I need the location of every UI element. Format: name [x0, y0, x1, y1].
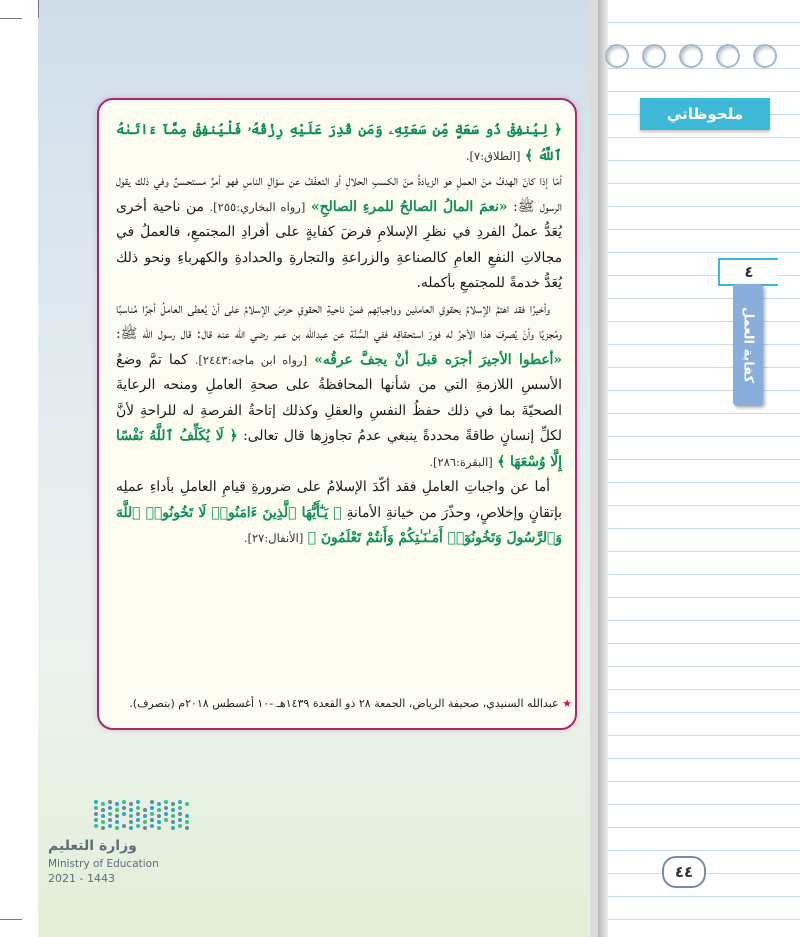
paragraph-text: وأخيرًا فقد اهتمَّ الإسلامُ بحقوقِ العاملين وواجباتِهم فمنْ ناحيةِ الحقوقِ حرصَ الإسلامُ على أنْ يُعطى العاملُ أجرًا مُناسبًا ومُجزيًا وأنْ يُصرفَ هذا الأجرُ له فورَ استحقاقِه ففي السُّنَّة عن عبدالله بن عمر رضي الله عنه قال: قال رسول الله ﷺ:: [116, 300, 562, 342]
quran-verse: ﴿ لِيُنفِقْ ذُو سَعَةٍ مِّن سَعَتِهِۦ وَمَن قُدِرَ عَلَيْهِ رِزْقُهُۥ فَلْيُنفِقْ مِمَّآ ءَاتَىٰهُ ٱللَّهُ ﴾: [116, 122, 562, 164]
paragraph-text: أمّا إذا كانَ الهدفُ منَ العملِ هو الزيادةُ منَ الكسبِ الحلالِ أو التعفّفُ عن سؤالِ الناسِ فهو أمرٌ مستحسنٌ وفي ذلك يقول الرسول ﷺ:: [116, 173, 563, 215]
page-number: ٤٤: [674, 863, 694, 881]
verse-reference: [الطلاق:٧].: [465, 148, 521, 163]
footnote: [110, 697, 572, 710]
quran-verse: ﴿ يَـٰٓأَيُّهَا ٱلَّذِينَ ءَامَنُوا۟ لَا تَخُونُوا۟ ٱللَّهَ وَٱلرَّسُولَ وَتَخُونُوٓا۟ أَمَـٰنَـٰتِكُمْ وَأَنتُمْ تَعْلَمُونَ ﴾: [116, 504, 562, 546]
binder-holes: [605, 44, 775, 68]
logo-english-text: Ministry of Education: [48, 858, 159, 870]
unit-title-tab: [733, 284, 763, 406]
hadith-text: «أعطوا الأجيرَ أجرَه قبلَ أنْ يجفَّ عرقُه»: [314, 351, 563, 368]
hadith-text: «نعمَ المالُ الصالحُ للمرءِ الصالحِ»: [310, 198, 508, 215]
page-number-badge: [662, 856, 706, 888]
paragraph-4: [116, 475, 562, 552]
crop-mark: [38, 0, 39, 18]
paragraph-1: [116, 118, 562, 169]
quran-verse: ﴿ لَا يُكَلِّفُ ٱللَّهُ نَفْسًا إِلَّا وُسْعَهَا ﴾: [116, 428, 562, 470]
page-binding: [598, 0, 608, 937]
ministry-logo: [48, 800, 198, 890]
article-text: [116, 118, 562, 552]
binder-hole-icon: [716, 44, 740, 68]
notes-tab: [640, 98, 770, 130]
binder-hole-icon: [679, 44, 703, 68]
paragraph-2: [116, 169, 562, 297]
crop-mark: [0, 919, 22, 920]
crop-mark: [0, 18, 22, 19]
binder-hole-icon: [642, 44, 666, 68]
unit-number: ٤: [744, 263, 754, 281]
unit-title: كفاية العمل: [740, 306, 756, 384]
verse-reference: [البقرة:٢٨٦].: [429, 454, 493, 469]
unit-number-box: [718, 258, 778, 286]
logo-dots-icon: [94, 800, 198, 834]
verse-reference: [الأنفال:٢٧].: [243, 531, 304, 545]
paragraph-3: [116, 297, 562, 476]
binder-hole-icon: [753, 44, 777, 68]
paragraph-text: كما تمَّ وضعُ الأسسِ اللازمةِ التي من شأنها المحافظةُ على صحةِ العاملِ ومنحه الرعايةَ الصحيّةَ بما في ذلك حفظُ النفسِ والعقلِ وكذلك إتاحةُ الفرصةِ له للراحةِ لأنَّ لكلِّ إنسانٍ طاقةً محددةً ينبغي عدمُ تجاوزِها قال تعالى:: [116, 351, 563, 444]
star-icon: ★: [562, 697, 572, 710]
footnote-text: عبدالله السنيدي، صحيفة الرياض، الجمعة ٢٨ ذو القعدة ١٤٣٩هـ -١٠ أغسطس ٢٠١٨م (بتصرف).: [129, 697, 559, 710]
notes-page: [590, 0, 800, 937]
logo-arabic-text: وزارة التعليم: [48, 838, 137, 854]
binder-hole-icon: [605, 44, 629, 68]
hadith-reference: [رواه ابن ماجه:٢٤٤٣].: [194, 352, 308, 367]
paragraph-text: من ناحية أخرى يُعَدُّ عملُ الفردِ في نظرِ الإسلامِ فرضَ كفايةٍ على أفرادِ المجتمعِ، فالعملُ في مجالاتِ النفعِ العامِ كالصناعةِ والزراعةِ والتجارةِ والحدادةِ والكهرباءِ ونحو ذلك يُعَدُّ خدمةً للمجتمعِ بأكمله.: [116, 198, 562, 291]
paragraph-text: أما عن واجباتِ العاملِ فقد أكّدَ الإسلامُ على ضرورةِ قيامِ العاملِ بأداءِ عملِه بإتقانٍ وإخلاصٍ، وحذّرَ من خيانةِ الأمانةِ: [116, 479, 563, 521]
logo-year: 2021 - 1443: [48, 872, 115, 885]
hadith-reference: [رواه البخاري:٢٥٥].: [209, 199, 306, 214]
notes-label: ملحوظاتي: [666, 105, 744, 123]
